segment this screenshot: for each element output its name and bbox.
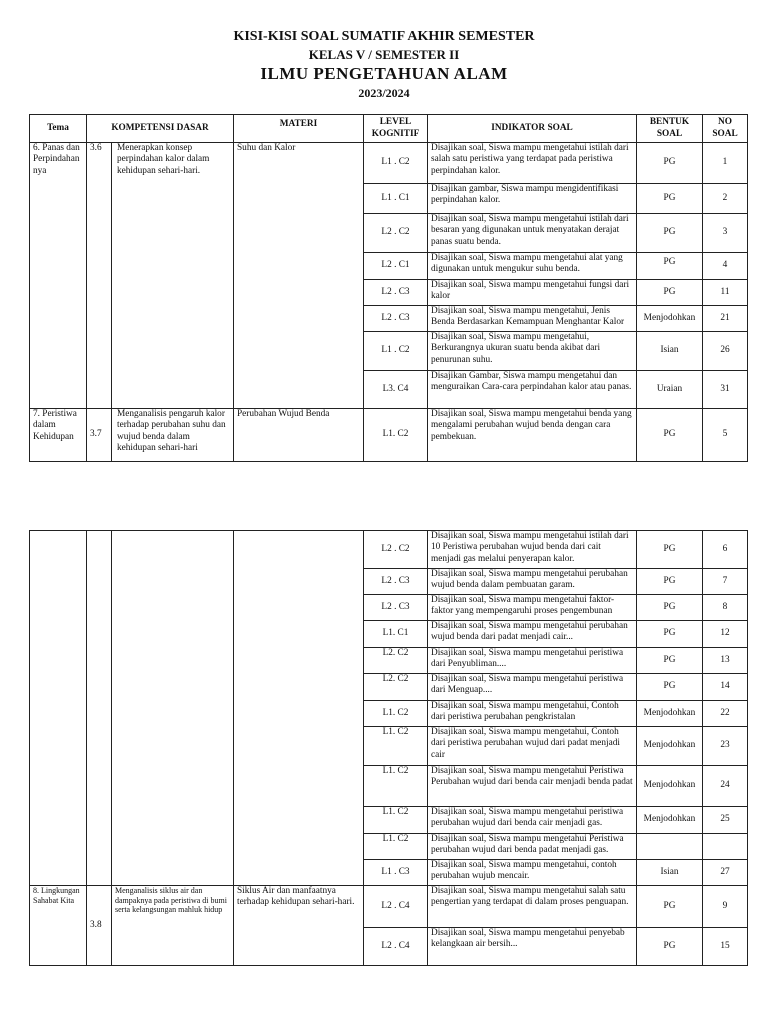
no-cell: 5 bbox=[703, 409, 748, 462]
no-cell: 23 bbox=[703, 727, 748, 766]
kd-cell: Menerapkan konsep perpindahan kalor dalam kehidupan sehari-hari. bbox=[112, 143, 234, 409]
bentuk-cell: PG bbox=[637, 184, 703, 214]
kd-number-cell: 3.7 bbox=[87, 409, 112, 462]
level-cell: L3. C4 bbox=[364, 371, 428, 409]
tema-cell: 8. Lingkungan Sahabat Kita bbox=[30, 886, 87, 966]
indikator-cell: Disajikan Gambar, Siswa mampu mengetahui dan menguraikan Cara-cara perpindahan kalor atau panas. bbox=[428, 371, 637, 409]
level-cell: L2. C2 bbox=[364, 674, 428, 701]
no-cell bbox=[703, 834, 748, 860]
kd-number-cell-empty bbox=[87, 531, 112, 886]
bentuk-cell: PG bbox=[637, 648, 703, 674]
no-cell: 27 bbox=[703, 860, 748, 886]
indikator-cell: Disajikan soal, Siswa mampu mengetahui peristiwa dari Penyubliman.... bbox=[428, 648, 637, 674]
level-cell: L1. C2 bbox=[364, 727, 428, 766]
bentuk-cell: Menjodohkan bbox=[637, 306, 703, 332]
materi-cell: Suhu dan Kalor bbox=[234, 143, 364, 409]
col-header-level: LEVEL KOGNITIF bbox=[364, 115, 428, 143]
doc-title-year: 2023/2024 bbox=[358, 86, 410, 100]
bentuk-cell: PG bbox=[637, 531, 703, 569]
bentuk-cell: PG bbox=[637, 595, 703, 621]
table-row bbox=[30, 409, 748, 462]
level-cell: L2 . C2 bbox=[364, 531, 428, 569]
level-cell: L1. C1 bbox=[364, 621, 428, 648]
bentuk-cell: PG bbox=[637, 621, 703, 648]
no-cell: 31 bbox=[703, 371, 748, 409]
no-cell: 7 bbox=[703, 569, 748, 595]
no-cell: 1 bbox=[703, 143, 748, 184]
indikator-cell: Disajikan soal, Siswa mampu mengetahui fungsi dari kalor bbox=[428, 280, 637, 306]
bentuk-cell: Uraian bbox=[637, 371, 703, 409]
level-cell: L2 . C2 bbox=[364, 214, 428, 253]
bentuk-cell: Menjodohkan bbox=[637, 766, 703, 807]
kd-cell: Menganalisis siklus air dan dampaknya pada peristiwa di bumi serta kelangsungan mahluk hidup bbox=[112, 886, 234, 966]
col-header-no: NO SOAL bbox=[703, 115, 748, 143]
table-header-row bbox=[30, 115, 748, 143]
no-cell: 8 bbox=[703, 595, 748, 621]
indikator-cell: Disajikan soal, Siswa mampu mengetahui istilah dari 10 Peristiwa perubahan wujud benda dari cait menjadi gas melalui penyerapan kalor. bbox=[428, 531, 637, 569]
level-cell: L1. C2 bbox=[364, 701, 428, 727]
no-cell: 24 bbox=[703, 766, 748, 807]
indikator-cell: Disajikan soal, Siswa mampu mengetahui peristiwa dari Menguap.... bbox=[428, 674, 637, 701]
indikator-cell: Disajikan soal, Siswa mampu mengetahui, Berkurangnya ukuran suatu benda akibat dari penurunan suhu. bbox=[428, 332, 637, 371]
no-cell: 21 bbox=[703, 306, 748, 332]
level-cell: L2 . C3 bbox=[364, 306, 428, 332]
level-cell: L1. C2 bbox=[364, 409, 428, 462]
no-cell: 13 bbox=[703, 648, 748, 674]
materi-cell: Perubahan Wujud Benda bbox=[234, 409, 364, 462]
bentuk-cell: PG bbox=[637, 253, 703, 280]
level-cell: L1. C2 bbox=[364, 807, 428, 834]
indikator-cell: Disajikan soal, Siswa mampu mengetahui penyebab kelangkaan air bersih... bbox=[428, 928, 637, 966]
indikator-cell: Disajikan soal, Siswa mampu mengetahui faktor-faktor yang mempengaruhi proses pengembunan bbox=[428, 595, 637, 621]
no-cell: 2 bbox=[703, 184, 748, 214]
level-cell: L2 . C4 bbox=[364, 928, 428, 966]
bentuk-cell: PG bbox=[637, 569, 703, 595]
no-cell: 11 bbox=[703, 280, 748, 306]
col-header-tema: Tema bbox=[30, 115, 87, 143]
bentuk-cell bbox=[637, 834, 703, 860]
bentuk-cell: PG bbox=[637, 928, 703, 966]
indikator-cell: Disajikan soal, Siswa mampu mengetahui Peristiwa Perubahan wujud dari benda cair menjadi benda padat bbox=[428, 766, 637, 807]
materi-cell: Siklus Air dan manfaatnya terhadap kehidupan sehari-hari. bbox=[234, 886, 364, 966]
indikator-cell: Disajikan soal, Siswa mampu mengetahui istilah dari besaran yang digunakan untuk menyatakan derajat panas suatu benda. bbox=[428, 214, 637, 253]
no-cell: 6 bbox=[703, 531, 748, 569]
level-cell: L1. C2 bbox=[364, 766, 428, 807]
bentuk-cell: PG bbox=[637, 143, 703, 184]
bentuk-cell: PG bbox=[637, 886, 703, 928]
no-cell: 25 bbox=[703, 807, 748, 834]
level-cell: L2 . C3 bbox=[364, 569, 428, 595]
indikator-cell: Disajikan soal, Siswa mampu mengetahui, Contoh dari peristiwa perubahan wujud dari padat menjadi cair bbox=[428, 727, 637, 766]
bentuk-cell: Menjodohkan bbox=[637, 701, 703, 727]
indikator-cell: Disajikan soal, Siswa mampu mengetahui peristiwa perubahan wujud dari benda cair menjadi gas. bbox=[428, 807, 637, 834]
level-cell: L1 . C2 bbox=[364, 143, 428, 184]
no-cell: 26 bbox=[703, 332, 748, 371]
tema-cell: 7. Peristiwa dalam Kehidupan bbox=[30, 409, 87, 462]
indikator-cell: Disajikan soal, Siswa mampu mengetahui salah satu pengertian yang terdapat di dalam proses penguapan. bbox=[428, 886, 637, 928]
col-header-kd: KOMPETENSI DASAR bbox=[87, 115, 234, 143]
bentuk-cell: Isian bbox=[637, 860, 703, 886]
no-cell: 22 bbox=[703, 701, 748, 727]
level-cell: L2 . C4 bbox=[364, 886, 428, 928]
indikator-cell: Disajikan soal, Siswa mampu mengetahui istilah dari salah satu peristiwa yang terdapat pada peristiwa perpindahan kalor. bbox=[428, 143, 637, 184]
bentuk-cell: Menjodohkan bbox=[637, 727, 703, 766]
indikator-cell: Disajikan gambar, Siswa mampu mengidentifikasi perpindahan kalor. bbox=[428, 184, 637, 214]
no-cell: 15 bbox=[703, 928, 748, 966]
indikator-cell: Disajikan soal, Siswa mampu mengetahui Peristiwa perubahan wujud dari benda padat menjadi gas. bbox=[428, 834, 637, 860]
indikator-cell: Disajikan soal, Siswa mampu mengetahui, Jenis Benda Berdasarkan Kemampuan Menghantar Kalor bbox=[428, 306, 637, 332]
level-cell: L1 . C2 bbox=[364, 332, 428, 371]
kisi-kisi-table-page2 bbox=[29, 530, 748, 966]
doc-title-line1: KISI-KISI SOAL SUMATIF AKHIR SEMESTER bbox=[233, 29, 535, 44]
no-cell: 3 bbox=[703, 214, 748, 253]
indikator-cell: Disajikan soal, Siswa mampu mengetahui benda yang mengalami perubahan wujud benda dengan cara pembekuan. bbox=[428, 409, 637, 462]
indikator-cell: Disajikan soal, Siswa mampu mengetahui alat yang digunakan untuk mengukur suhu benda. bbox=[428, 253, 637, 280]
col-header-materi: MATERI bbox=[234, 115, 364, 143]
bentuk-cell: PG bbox=[637, 674, 703, 701]
bentuk-cell: PG bbox=[637, 409, 703, 462]
indikator-cell: Disajikan soal, Siswa mampu mengetahui perubahan wujud benda dalam pembuatan garam. bbox=[428, 569, 637, 595]
level-cell: L1 . C1 bbox=[364, 184, 428, 214]
kd-number-cell: 3.6 bbox=[87, 143, 112, 409]
no-cell: 4 bbox=[703, 253, 748, 280]
no-cell: 9 bbox=[703, 886, 748, 928]
level-cell: L1. C2 bbox=[364, 834, 428, 860]
table-row bbox=[30, 531, 748, 569]
kd-number-cell: 3.8 bbox=[87, 886, 112, 966]
kisi-kisi-table-page1 bbox=[29, 114, 748, 462]
materi-cell-empty bbox=[234, 531, 364, 886]
indikator-cell: Disajikan soal, Siswa mampu mengetahui perubahan wujud benda dari padat menjadi cair... bbox=[428, 621, 637, 648]
bentuk-cell: Menjodohkan bbox=[637, 807, 703, 834]
bentuk-cell: Isian bbox=[637, 332, 703, 371]
level-cell: L2 . C1 bbox=[364, 253, 428, 280]
level-cell: L2 . C3 bbox=[364, 595, 428, 621]
indikator-cell: Disajikan soal, Siswa mampu mengetahui, Contoh dari peristiwa perubahan pengkristalan bbox=[428, 701, 637, 727]
no-cell: 12 bbox=[703, 621, 748, 648]
level-cell: L1 . C3 bbox=[364, 860, 428, 886]
kd-cell-empty bbox=[112, 531, 234, 886]
no-cell: 14 bbox=[703, 674, 748, 701]
level-cell: L2 . C3 bbox=[364, 280, 428, 306]
tema-cell-empty bbox=[30, 531, 87, 886]
bentuk-cell: PG bbox=[637, 214, 703, 253]
col-header-indikator: INDIKATOR SOAL bbox=[428, 115, 637, 143]
bentuk-cell: PG bbox=[637, 280, 703, 306]
tema-cell: 6. Panas dan Perpindahan nya bbox=[30, 143, 87, 409]
doc-title-line3: ILMU PENGETAHUAN ALAM bbox=[260, 64, 508, 83]
col-header-bentuk: BENTUK SOAL bbox=[637, 115, 703, 143]
table-row bbox=[30, 143, 748, 184]
level-cell: L2. C2 bbox=[364, 648, 428, 674]
indikator-cell: Disajikan soal, Siswa mampu mengetahui, contoh perubahan wujub mencair. bbox=[428, 860, 637, 886]
kd-cell: Menganalisis pengaruh kalor terhadap perubahan suhu dan wujud benda dalam kehidupan sehari-hari bbox=[112, 409, 234, 462]
table-row bbox=[30, 886, 748, 928]
doc-title-line2: KELAS V / SEMESTER II bbox=[308, 47, 460, 62]
